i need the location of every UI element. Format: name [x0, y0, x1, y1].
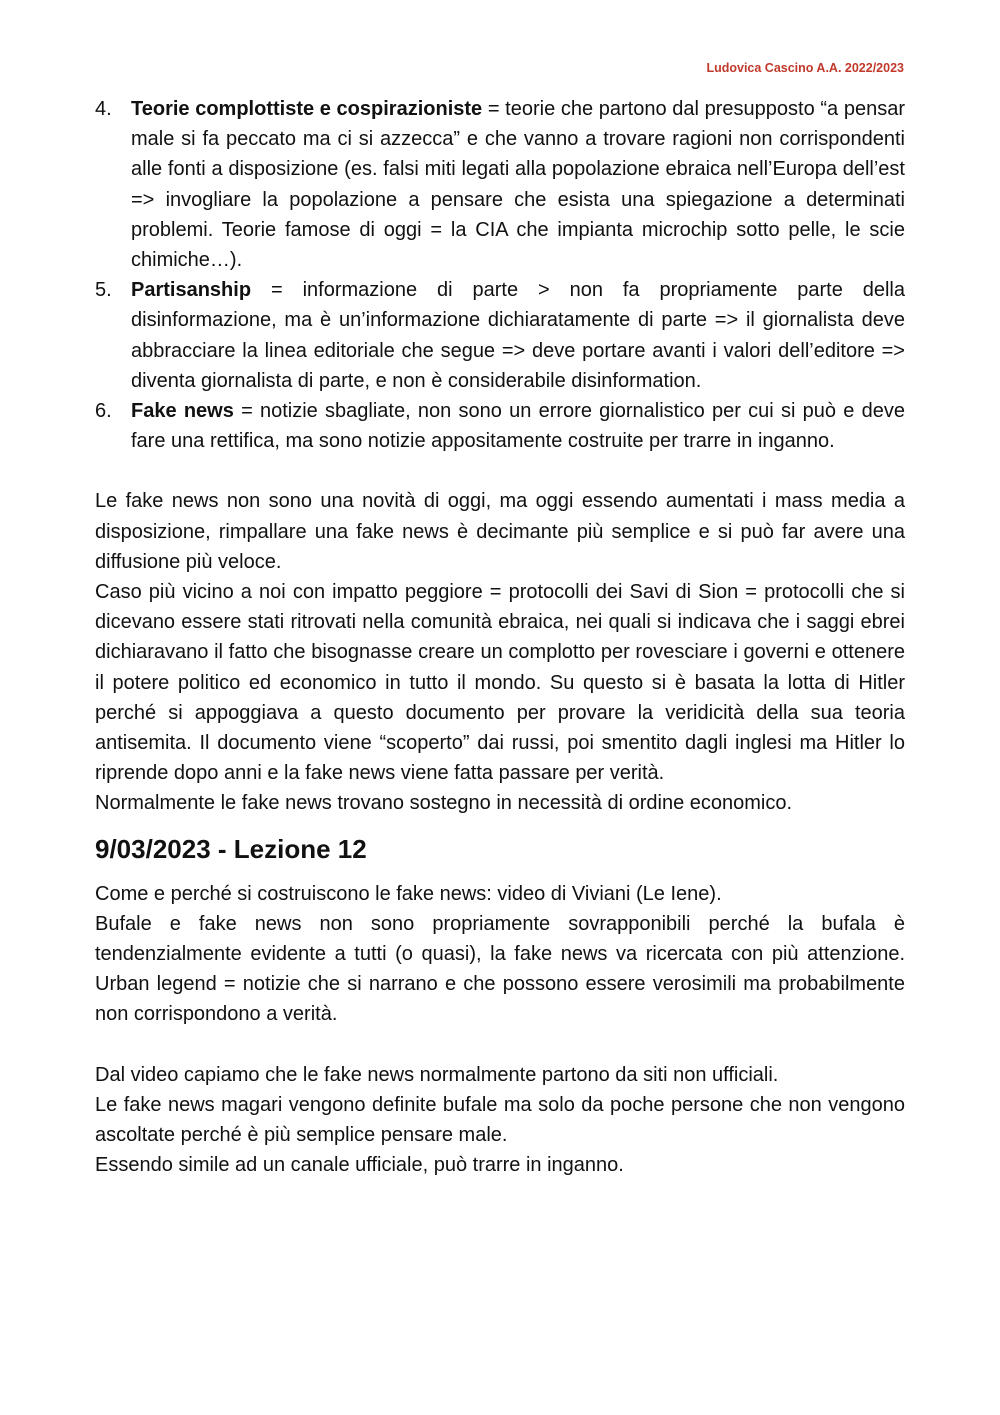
paragraph-lesson-intro: Come e perché si costruiscono le fake news: video di Viviani (Le Iene).	[95, 882, 722, 905]
paragraph-spacer	[95, 1030, 905, 1060]
term-title: Teorie complottiste e cospirazioniste	[131, 98, 483, 120]
paragraph-official-channel: Essendo simile ad un canale ufficiale, può trarre in inganno.	[95, 1154, 624, 1177]
term-definition: = informazione di parte > non fa propriamente parte della disinformazione, ma è un’informazione dichiaratamente di parte => il giornalista deve abbracciare la linea editoriale che segue => deve portare avanti i valori dell’editore => diventa giornalista di parte, e non è considerabile disinformation.	[131, 279, 905, 392]
term-definition: = teorie che partono dal presupposto “a pensar male si fa peccato ma ci si azzecca” e che vanno a trovare ragioni non corrispondenti alle fonti a disposizione (es. falsi miti legati alla popolazione ebraica nell’Europa dell’est => invogliare la popolazione a pensare che esista una spiegazione a determinati problemi. Teorie famose di oggi = la CIA che impianta microchip sotto pelle, le scie chimiche…).	[131, 98, 905, 272]
paragraph-unofficial-sites: Dal video capiamo che le fake news normalmente partono da siti non ufficiali.	[95, 1063, 779, 1086]
lesson-heading: 9/03/2023 - Lezione 12	[95, 833, 367, 864]
list-item-number: 5.	[95, 279, 112, 302]
term-definition: = notizie sbagliate, non sono un errore giornalistico per cui si può e deve fare una rettifica, ma sono notizie appositamente costruite per trarre in inganno.	[131, 400, 905, 453]
list-item-number: 4.	[95, 98, 112, 120]
term-title: Partisanship	[131, 279, 252, 302]
paragraph-fake-news-history: Le fake news non sono una novità di oggi, ma oggi essendo aumentati i mass media a disposizione, rimpallare una fake news è decimante più semplice e si può far avere una diffusione più veloce.	[95, 490, 905, 573]
paragraph-defined-as-hoax: Le fake news magari vengono definite bufale ma solo da poche persone che non vengono ascoltate perché è più semplice pensare male.	[95, 1093, 905, 1147]
page-header-author: Ludovica Cascino A.A. 2022/2023	[706, 61, 904, 75]
list-item	[95, 396, 905, 456]
paragraph-protocols-of-zion: Caso più vicino a noi con impatto peggiore = protocolli dei Savi di Sion = protocolli che si dicevano essere stati ritrovati nella comunità ebraica, nei quali si indicava che i saggi ebrei dichiaravano il fatto che bisognasse creare un complotto per rovesciare i governi e ottenere il potere politico ed economico in tutto il mondo. Su questo si è basata la lotta di Hitler perché si appoggiava a questo documento per provare la veridicità della sua teoria antisemita. Il documento viene “scoperto” dai russi, poi smentito dagli inglesi ma Hitler lo riprende dopo anni e la fake news viene fatta passare per verità.	[95, 581, 905, 785]
terms-list	[95, 94, 905, 456]
paragraph-economic-support: Normalmente le fake news trovano sostegno in necessità di ordine economico.	[95, 792, 793, 815]
term-title: Fake news	[131, 400, 234, 423]
document-body	[95, 94, 905, 1181]
list-item	[95, 94, 905, 275]
paragraph-spacer	[95, 456, 905, 486]
paragraph-hoax-vs-fake-news: Bufale e fake news non sono propriamente sovrapponibili perché la bufala è tendenzialmente evidente a tutti (o quasi), la fake news va ricercata con più attenzione. Urban legend = notizie che si narrano e che possono essere verosimili ma probabilmente non corrispondono a verità.	[95, 912, 905, 1026]
list-item	[95, 275, 905, 396]
list-item-number: 6.	[95, 400, 112, 423]
